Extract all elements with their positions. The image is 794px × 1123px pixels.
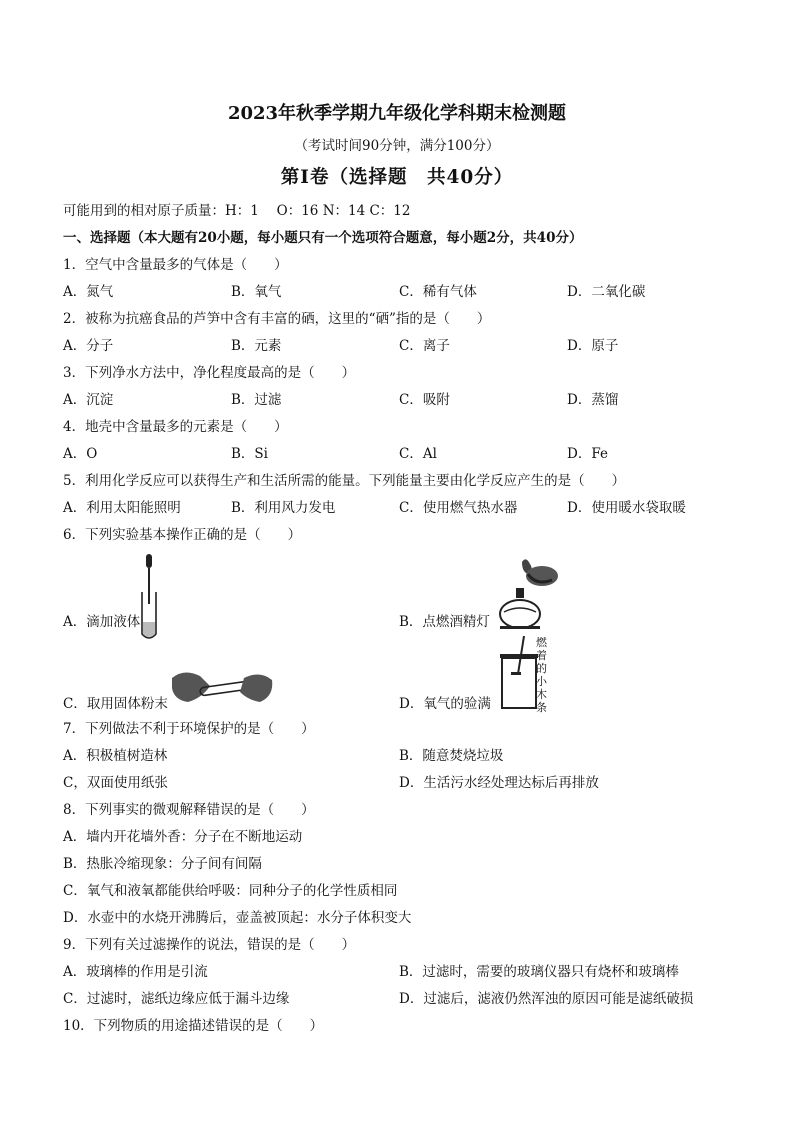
q9-option-a: A．玻璃棒的作用是引流 bbox=[63, 964, 208, 980]
q4-option-a: A．O bbox=[63, 446, 98, 462]
alcohol-lamp-figure bbox=[492, 556, 570, 632]
question-6: 6．下列实验基本操作正确的是（ ） bbox=[63, 527, 302, 543]
q1-option-b: B．氧气 bbox=[231, 284, 282, 300]
q3-option-a: A．沉淀 bbox=[63, 392, 114, 408]
q9-option-d: D．过滤后，滤液仍然浑浊的原因可能是滤纸破损 bbox=[399, 991, 694, 1007]
q4-option-b: B．Si bbox=[231, 446, 268, 462]
splint-label: 燃着的小木条 bbox=[536, 636, 547, 714]
q9-option-c: C．过滤时，滤纸边缘应低于漏斗边缘 bbox=[63, 991, 290, 1007]
q5-option-b: B．利用风力发电 bbox=[231, 500, 336, 516]
exam-subtitle: （考试时间90分钟，满分100分） bbox=[294, 138, 500, 154]
q2-option-b: B．元素 bbox=[231, 338, 282, 354]
question-10: 10．下列物质的用途描述错误的是（ ） bbox=[63, 1018, 324, 1034]
q6-option-c: C．取用固体粉末 bbox=[63, 696, 168, 712]
question-8: 8．下列事实的微观解释错误的是（ ） bbox=[63, 802, 315, 818]
q7-option-d: D．生活污水经处理达标后再排放 bbox=[399, 775, 599, 791]
q8-option-c: C．氧气和液氧都能供给呼吸：同种分子的化学性质相同 bbox=[63, 883, 398, 899]
q8-option-a: A．墙内开花墙外香：分子在不断地运动 bbox=[63, 829, 303, 845]
q4-option-c: C．Al bbox=[399, 446, 437, 462]
question-1: 1．空气中含量最多的气体是（ ） bbox=[63, 257, 288, 273]
question-2: 2．被称为抗癌食品的芦笋中含有丰富的硒，这里的“硒”指的是（ ） bbox=[63, 311, 491, 327]
q7-option-c: C，双面使用纸张 bbox=[63, 775, 168, 791]
question-7: 7．下列做法不利于环境保护的是（ ） bbox=[63, 721, 315, 737]
q2-option-a: A．分子 bbox=[63, 338, 114, 354]
q9-option-b: B．过滤时，需要的玻璃仪器只有烧杯和玻璃棒 bbox=[399, 964, 679, 980]
question-9: 9．下列有关过滤操作的说法，错误的是（ ） bbox=[63, 937, 356, 953]
q7-option-b: B．随意焚烧垃圾 bbox=[399, 748, 504, 764]
q5-option-a: A．利用太阳能照明 bbox=[63, 500, 181, 516]
q6-option-b: B．点燃酒精灯 bbox=[399, 614, 490, 630]
q8-option-b: B．热胀冷缩现象：分子间有间隔 bbox=[63, 856, 262, 872]
q1-option-c: C．稀有气体 bbox=[399, 284, 477, 300]
section-heading: 一、选择题（本大题有20小题，每小题只有一个选项符合题意，每小题2分，共40分） bbox=[63, 230, 583, 246]
q4-option-d: D．Fe bbox=[567, 446, 608, 462]
q5-option-d: D．使用暖水袋取暖 bbox=[567, 500, 686, 516]
q2-option-d: D．原子 bbox=[567, 338, 619, 354]
q7-option-a: A．积极植树造林 bbox=[63, 748, 168, 764]
q5-option-c: C．使用燃气热水器 bbox=[399, 500, 518, 516]
q2-option-c: C．离子 bbox=[399, 338, 450, 354]
q3-option-c: C．吸附 bbox=[399, 392, 450, 408]
question-3: 3．下列净水方法中，净化程度最高的是（ ） bbox=[63, 365, 356, 381]
question-5: 5．利用化学反应可以获得生产和生活所需的能量。下列能量主要由化学反应产生的是（ ） bbox=[63, 473, 626, 489]
q3-option-d: D．蒸馏 bbox=[567, 392, 619, 408]
q1-option-a: A．氮气 bbox=[63, 284, 114, 300]
q8-option-d: D．水壶中的水烧开沸腾后，壶盖被顶起：水分子体积变大 bbox=[63, 910, 412, 926]
exam-title: 2023年秋季学期九年级化学科期末检测题 bbox=[227, 103, 567, 124]
volume-heading: 第Ⅰ卷（选择题 共40分） bbox=[280, 167, 514, 188]
question-4: 4．地壳中含量最多的元素是（ ） bbox=[63, 419, 288, 435]
powder-figure bbox=[170, 668, 274, 708]
atomic-mass-line: 可能用到的相对原子质量：H：1 O：16 N：14 C：12 bbox=[63, 203, 411, 219]
q6-option-a: A．滴加液体 bbox=[63, 614, 141, 630]
q6-option-d: D．氧气的验满 bbox=[399, 696, 491, 712]
q3-option-b: B．过滤 bbox=[231, 392, 282, 408]
q1-option-d: D．二氧化碳 bbox=[567, 284, 646, 300]
